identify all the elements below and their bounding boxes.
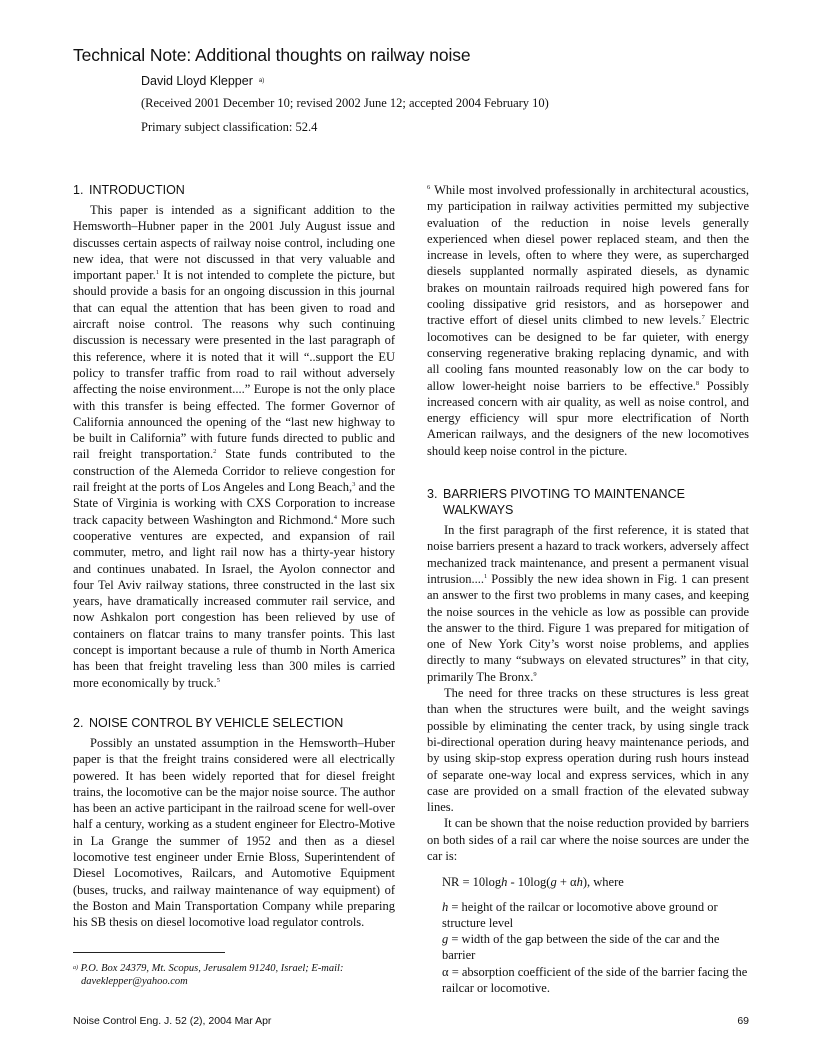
- ref-marker: 5: [216, 676, 220, 684]
- definition-h: h = height of the railcar or locomotive above ground or structure level: [442, 899, 718, 930]
- page-number: 69: [737, 1015, 749, 1027]
- ref-marker: 6: [427, 184, 431, 191]
- ref-marker: 1: [483, 572, 488, 580]
- section-2-paragraph-part2: $^6$ While most involved professionally in architectural acoustics, my participation in railway activities permitted my subjective evaluation of the reduction in noise levels generally experienced when diesel power replaced steam, and then the increase in levels, often to where they were, as supercharged diesels supplanted normally aspirated diesels, as dynamic brakes on mountain railroads required high powered fans for cooling dissipative grid resistors, and as horsepower and tractive effort of diesel units climbed to new levels.$^7$ Electric locomotives can be designed to be far quieter, with energy conserving regenerative braking replacing dynamic, and with all cooling fans mounted reasonably low on the car body to allow lower-height noise barriers to be effective.$^8$ Possibly increased concern with air quality, as well as noise control, and energy efficiency will spur more electrification of North American railways, and the designers of the new locomotives should keep noise control in the picture.: [427, 183, 749, 458]
- section-1-heading: 1. INTRODUCTION: [73, 183, 185, 197]
- noise-reduction-equation: NR = 10logh - 10log(g + αh), where: [442, 875, 624, 890]
- ref-marker: 2: [213, 448, 217, 456]
- ref-marker: 1: [155, 269, 160, 277]
- ref-marker: 8: [695, 379, 700, 387]
- right-column: [427, 182, 749, 996]
- section-3-heading: 3. BARRIERS PIVOTING TO MAINTENANCE WALKWAYS: [427, 487, 685, 518]
- section-1-paragraph: This paper is intended as a significant addition to the Hemsworth–Hubner paper in the 2001 July August issue and discusses certain aspects of railway noise control, including one new idea, that were not discussed in that very valuable and important paper.$^1$ It is not intended to complete the picture, but should provide a basis for an ongoing discussion in this journal that can equal the attention that has been given to road and aircraft noise control. The reasons why such continuing discussion is necessary were presented in the last paragraph of this reference, where it is noted that it will “..support the EU policy to transfer traffic from road to rail without adversely affecting the noise environment....” Europe is not the only place with this transfer is being effected. The former Governor of California announced the opening of the “last new highway to be built in California” with future funds directed to public and rail freight transportation.$^2$ State funds contributed to the construction of the Alemeda Corridor to relieve congestion for rail freight at the ports of Los Angeles and Long Beach,$^3$ and the State of Virginia is working with CXS Corporation to increase track capacity between Washington and Richmond.$^4$ More such cooperative ventures are expected, and expansion of rail commuter, metro, and light rail now has a thirty-year history and continues unabated. In Israel, the Ayolon connector and four Tel Aviv railway stations, three constructed in the last six years, have dramatically increased commuter rail service, and now Ashkalon port congestion has been relieved by use of containers on flatcar trains to many transfer points. This last concept is important because a rule of thumb in North America has been that freight traveling less than 300 miles is carried more economically by truck.$^5$: [73, 203, 396, 690]
- ref-marker: 4: [333, 513, 337, 521]
- ref-marker: 7: [701, 314, 705, 322]
- author-footnote-mark: a): [258, 78, 265, 84]
- section-3-paragraph-3: It can be shown that the noise reduction provided by barriers on both sides of a rail car where the noise sources are under the car is:: [427, 816, 749, 863]
- author-text: David Lloyd Klepper: [141, 74, 253, 88]
- author-name: [141, 74, 264, 88]
- paper-title: Technical Note: Additional thoughts on railway noise: [73, 45, 471, 65]
- footnote-mark: a): [73, 965, 78, 971]
- subject-classification: Primary subject classification: 52.4: [141, 120, 318, 134]
- author-email: daveklepper@yahoo.com: [81, 976, 188, 987]
- section-3-paragraph-2: The need for three tracks on these structures is less great than when the structures were built, and the weight savings possible by eliminating the center track, by using single track bi-directional operation during heavy maintenance periods, and by using skip-stop express operation during rush hours instead of separate one-way local and express services, which in any case are provided on a small fraction of the elevated subway lines.: [427, 686, 749, 815]
- journal-citation: Noise Control Eng. J. 52 (2), 2004 Mar Apr: [73, 1015, 272, 1027]
- section-2-heading: 2. NOISE CONTROL BY VEHICLE SELECTION: [73, 715, 344, 730]
- definition-g: g = width of the gap between the side of the car and the barrier: [442, 932, 720, 963]
- author-footnote: $^{a)}$ P.O. Box 24379, Mt. Scopus, Jerusalem 91240, Israel; E-mail: daveklepper@yahoo.com: [73, 962, 393, 988]
- footnote-divider: [73, 952, 225, 953]
- received-dates: (Received 2001 December 10; revised 2002 June 12; accepted 2004 February 10): [141, 96, 549, 110]
- ref-marker: 9: [533, 670, 537, 678]
- section-2-paragraph-part1: Possibly an unstated assumption in the Hemsworth–Huber paper is that the freight trains considered were all electrically powered. It has been widely reported that for diesel freight trains, the locomotive can be the major noise source. The author has been an active participant in the railroad scene for well-over half a century, working as a student engineer for Electro-Motive in La Grange the summer of 1952 and then as a diesel locomotive test engineer under Ernie Bloss, Superintendent of Diesel Locomotives, Railcars, and Automotive Equipment (buses, trucks, and railway maintenance of way equipment) of the Boston and Main Transportation Company while preparing his SB thesis on diesel locomotive load regulator controls.: [73, 735, 395, 930]
- definition-alpha: α = absorption coefficient of the side of the barrier facing the railcar or locomotive.: [442, 964, 748, 996]
- section-3-paragraph-1: In the first paragraph of the first reference, it is stated that noise barriers present a hazard to track workers, adversely affect mechanized track maintenance, and present a permanent visual intrusion....$^1$ Possibly the new idea shown in Fig. 1 can present an answer to the first two problems in many cases, and keeping the noise sources in the vehicle as low as possible can provide the answer to the third. Figure 1 was prepared for mitigation of one of New York City’s worst noise problems, and applies directly to many “subways on elevated structures” in that city, primarily The Bronx.$^9$: [427, 523, 749, 684]
- ref-marker: 3: [352, 481, 356, 489]
- left-column: [73, 182, 395, 930]
